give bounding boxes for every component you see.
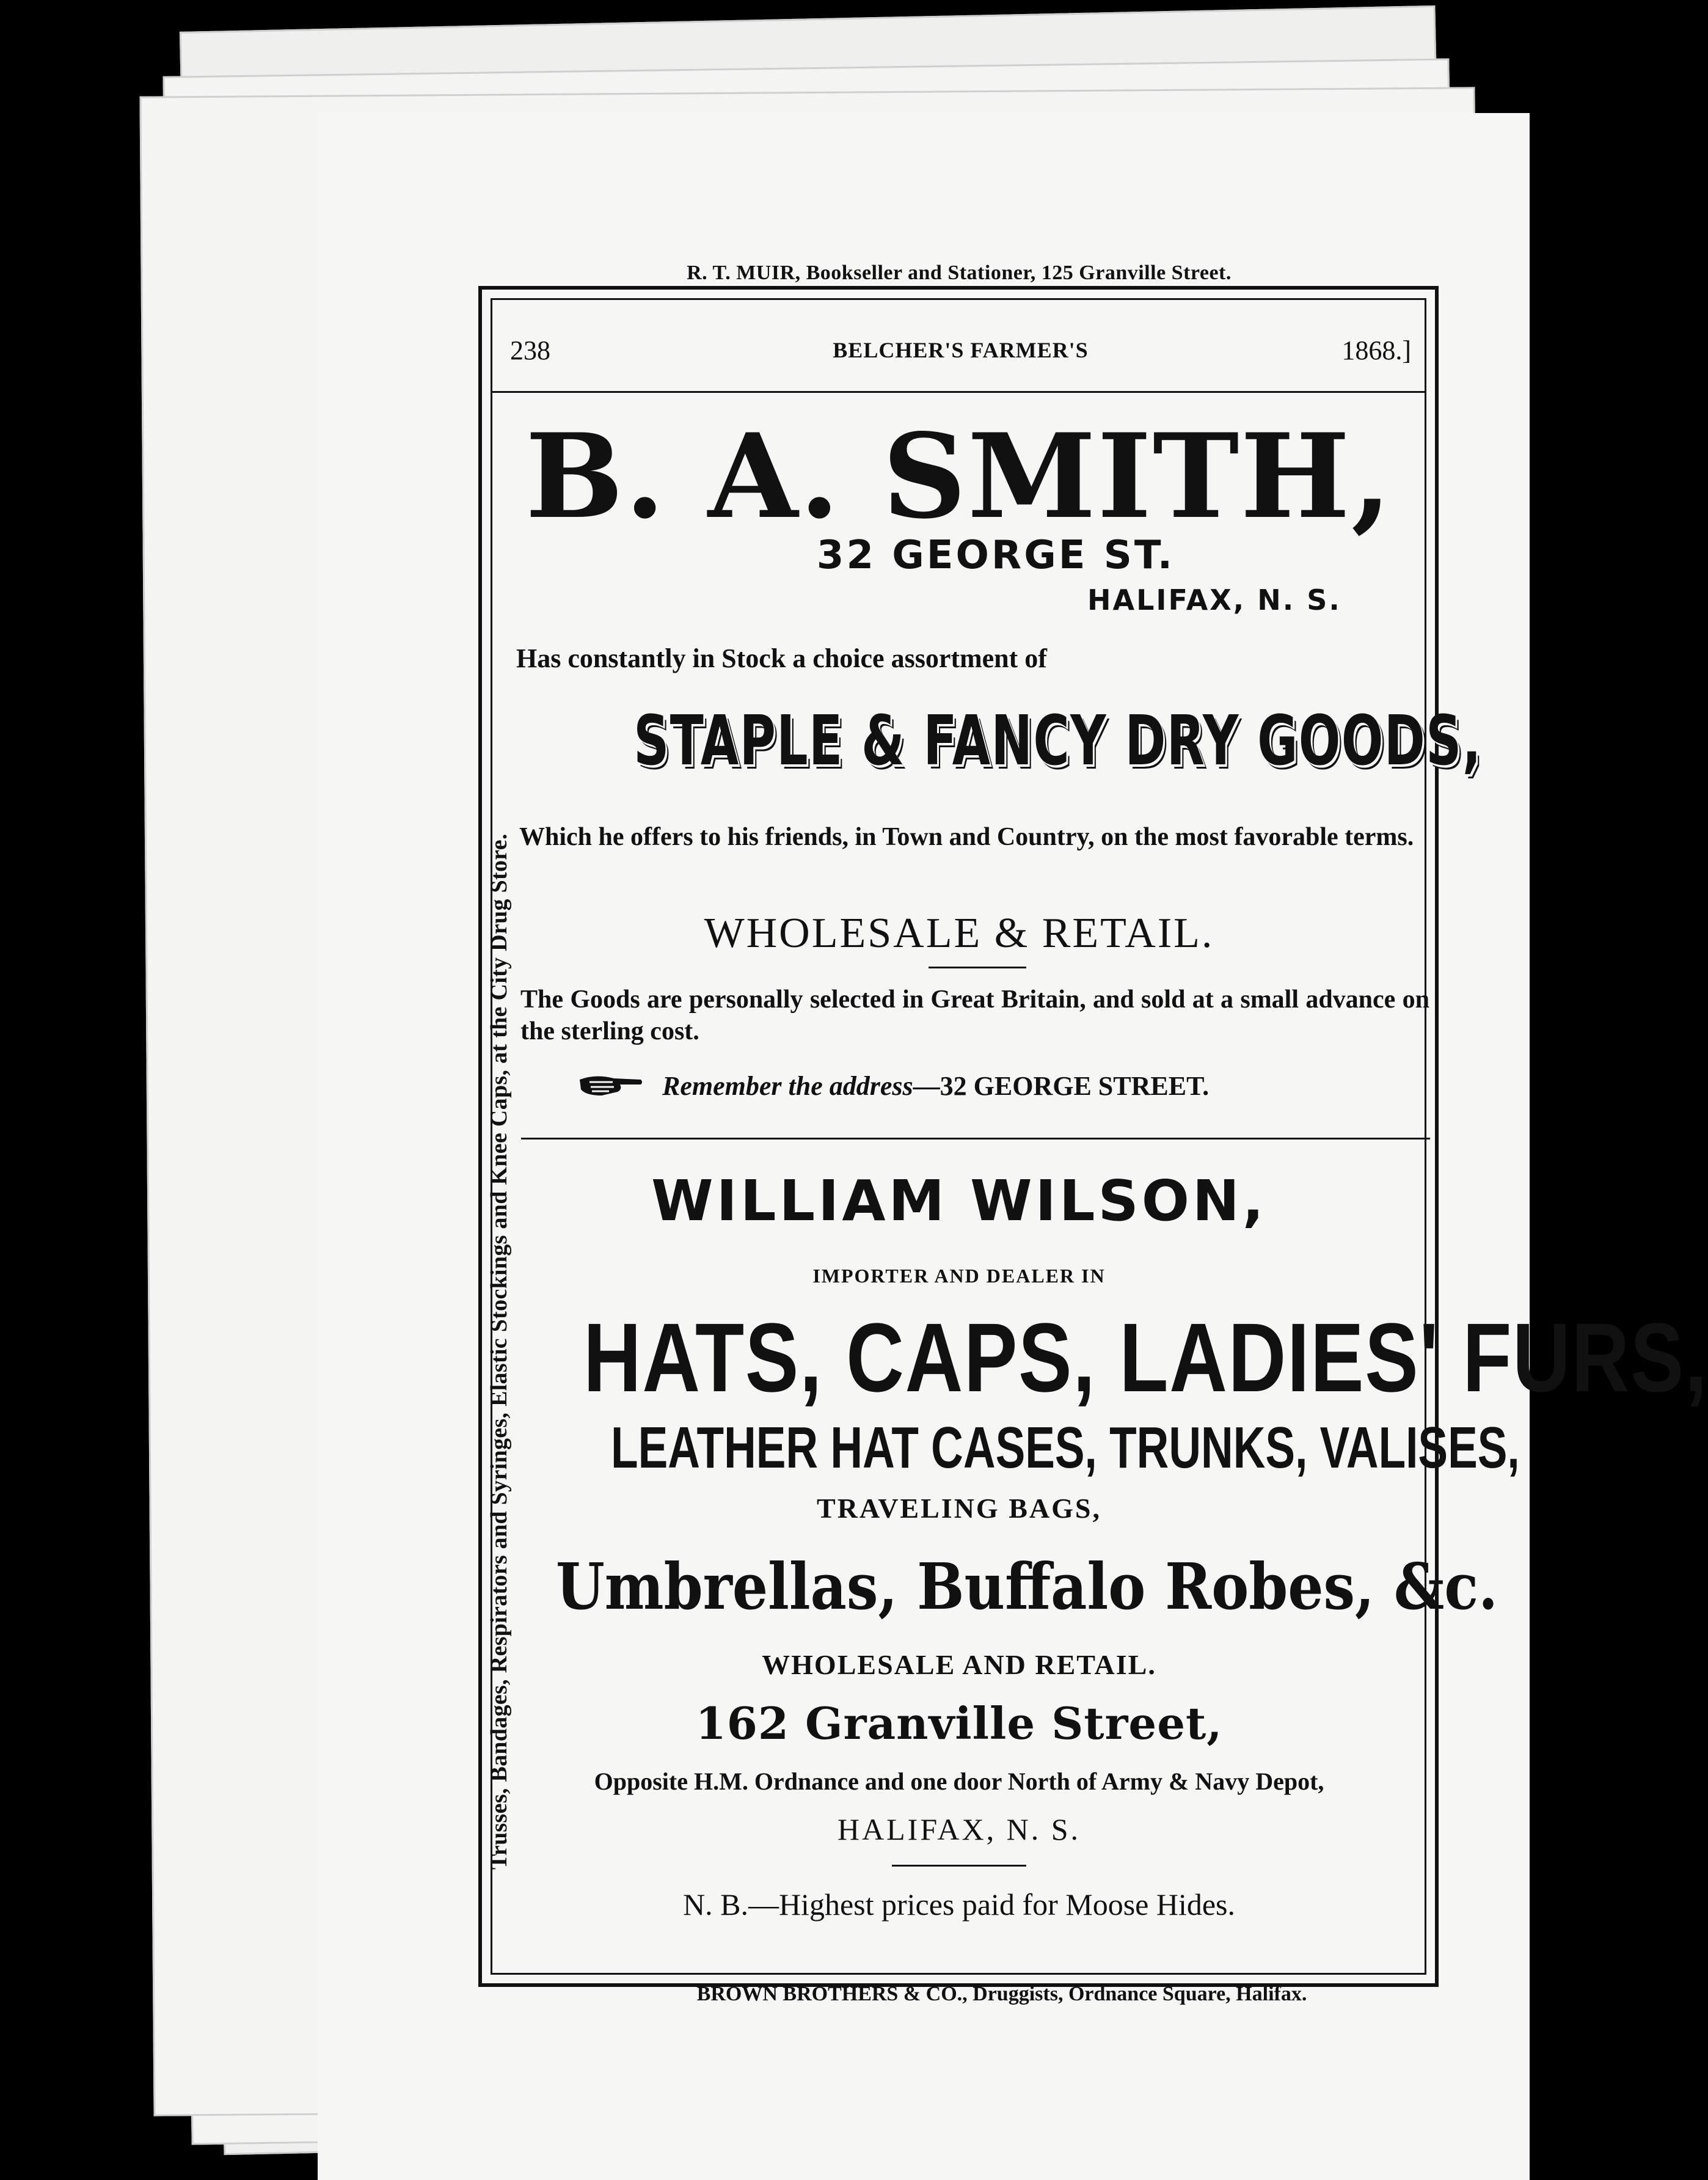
publication-year: 1868.] <box>1341 335 1411 365</box>
smith-offer-text: Which he offers to his friends, in Town and Country, on the most favorable terms. <box>519 823 1414 851</box>
wilson-street: 162 Granville Street, <box>695 1697 1223 1749</box>
smith-name: B. A. SMITH, <box>525 408 1393 544</box>
publication-title: BELCHER'S FARMER'S <box>833 338 1089 362</box>
wilson-hats-heading: HATS, CAPS, LADIES' FURS, <box>583 1303 1708 1412</box>
wilson-city: HALIFAX, N. S. <box>837 1812 1081 1846</box>
smith-note-text: The Goods are personally selected in Great Britain, and sold at a small advance on the sterling cost. <box>520 986 1429 1045</box>
wilson-wholesale: WHOLESALE AND RETAIL. <box>762 1649 1156 1680</box>
smith-intro: Has constantly in Stock a choice assortment of <box>516 643 1047 673</box>
remember-label: Remember the address <box>662 1071 913 1101</box>
wilson-nb: N. B.—Highest prices paid for Moose Hides. <box>682 1887 1236 1922</box>
remember-address: —32 GEORGE STREET. <box>913 1071 1210 1101</box>
page-number: 238 <box>510 335 550 365</box>
smith-wholesale: WHOLESALE & RETAIL. <box>704 910 1214 957</box>
running-header: R. T. MUIR, Bookseller and Stationer, 125 Granville Street. <box>687 262 1232 284</box>
page-heading <box>510 335 1411 371</box>
pointing-hand-icon <box>577 1071 644 1106</box>
smith-remember-line <box>577 1070 1209 1106</box>
side-advert-text: Trusses, Bandages, Respirators and Syringes, Elastic Stockings and Knee Caps, at the City Drug Store. <box>486 833 512 1870</box>
wilson-leather-heading: LEATHER HAT CASES, TRUNKS, VALISES, <box>611 1415 1520 1480</box>
short-divider <box>929 967 1026 968</box>
smith-goods-heading: STAPLE & FANCY DRY GOODS, <box>633 701 1482 781</box>
short-divider <box>892 1865 1026 1867</box>
wilson-bags: TRAVELING BAGS, <box>817 1493 1101 1524</box>
wilson-importer: IMPORTER AND DEALER IN <box>812 1265 1106 1287</box>
section-divider <box>521 1138 1430 1139</box>
running-footer: BROWN BROTHERS & CO., Druggists, Ordnance Square, Halifax. <box>696 1983 1307 2005</box>
smith-street: 32 GEORGE ST. <box>816 533 1175 578</box>
wilson-umbrellas-heading: Umbrellas, Buffalo Robes, &c. <box>556 1549 1498 1624</box>
wilson-opposite: Opposite H.M. Ordnance and one door North of Army & Navy Depot, <box>594 1768 1324 1795</box>
smith-city: HALIFAX, N. S. <box>1087 583 1341 616</box>
heading-rule <box>492 391 1425 393</box>
wilson-name: WILLIAM WILSON, <box>651 1168 1267 1234</box>
